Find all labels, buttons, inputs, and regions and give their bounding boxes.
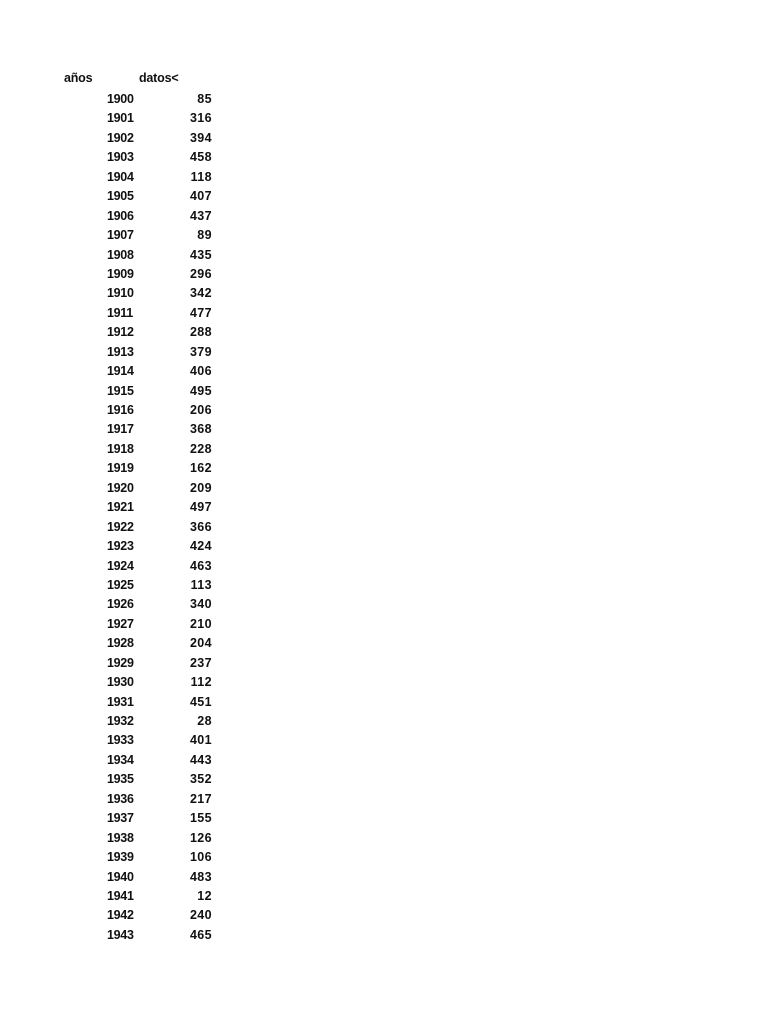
value-cell: 204 <box>189 636 212 651</box>
value-cell: 443 <box>189 752 212 767</box>
year-cell: 1917 <box>107 422 134 437</box>
table-row <box>0 401 768 420</box>
year-cell: 1935 <box>107 772 134 787</box>
value-cell: 288 <box>189 325 212 340</box>
value-cell: 401 <box>189 733 212 748</box>
value-cell: 435 <box>189 247 212 262</box>
year-cell: 1908 <box>107 247 134 262</box>
year-cell: 1931 <box>107 694 134 709</box>
value-cell: 483 <box>189 869 212 884</box>
year-cell: 1930 <box>107 675 134 690</box>
header-data: datos< <box>139 71 179 85</box>
value-cell: 497 <box>189 500 212 515</box>
table-row <box>0 868 768 887</box>
table-row <box>0 595 768 614</box>
year-cell: 1920 <box>107 480 134 495</box>
table-row <box>0 926 768 945</box>
value-cell: 28 <box>197 714 212 728</box>
year-cell: 1942 <box>107 908 134 923</box>
table-row <box>0 323 768 342</box>
year-cell: 1906 <box>107 208 134 223</box>
year-cell: 1907 <box>107 228 134 243</box>
year-cell: 1925 <box>107 577 134 592</box>
table-row <box>0 440 768 459</box>
table-row <box>0 226 768 245</box>
year-cell: 1902 <box>107 130 134 145</box>
value-cell: 112 <box>190 675 212 690</box>
value-cell: 155 <box>189 811 212 826</box>
table-row <box>0 790 768 809</box>
table-row <box>0 809 768 828</box>
value-cell: 379 <box>189 344 212 359</box>
table-row <box>0 459 768 478</box>
year-cell: 1927 <box>107 616 134 631</box>
table-row <box>0 770 768 789</box>
year-cell: 1939 <box>107 850 134 865</box>
year-cell: 1916 <box>107 403 134 417</box>
year-cell: 1941 <box>107 888 134 903</box>
year-cell: 1912 <box>107 325 134 340</box>
value-cell: 237 <box>189 655 212 670</box>
value-cell: 209 <box>189 480 212 495</box>
value-cell: 368 <box>189 422 212 437</box>
value-cell: 340 <box>189 597 212 612</box>
year-cell: 1943 <box>107 927 134 942</box>
year-cell: 1922 <box>107 519 134 534</box>
table-row <box>0 848 768 867</box>
value-cell: 366 <box>189 519 212 534</box>
table-row <box>0 265 768 284</box>
table-row <box>0 751 768 770</box>
table-row <box>0 673 768 692</box>
value-cell: 352 <box>189 772 212 787</box>
year-cell: 1911 <box>107 305 133 320</box>
table-row <box>0 168 768 187</box>
table-row <box>0 576 768 595</box>
table-row <box>0 479 768 498</box>
header-years: años <box>64 71 93 85</box>
value-cell: 210 <box>189 616 212 631</box>
year-cell: 1913 <box>107 344 134 359</box>
table-body <box>0 90 768 945</box>
year-cell: 1910 <box>107 286 134 301</box>
table-row <box>0 498 768 517</box>
table-row <box>0 304 768 323</box>
value-cell: 477 <box>189 305 212 320</box>
value-cell: 106 <box>189 850 212 865</box>
value-cell: 495 <box>189 383 212 398</box>
value-cell: 424 <box>189 539 212 554</box>
year-cell: 1901 <box>107 111 134 126</box>
year-cell: 1936 <box>107 791 134 806</box>
year-cell: 1904 <box>107 169 134 184</box>
value-cell: 126 <box>189 830 212 845</box>
value-cell: 463 <box>189 558 212 573</box>
year-cell: 1921 <box>107 500 134 515</box>
year-cell: 1926 <box>107 597 134 612</box>
table-row <box>0 731 768 750</box>
year-cell: 1934 <box>107 752 134 767</box>
year-cell: 1915 <box>107 383 134 398</box>
value-cell: 465 <box>189 927 212 942</box>
table-row <box>0 284 768 303</box>
year-cell: 1924 <box>107 558 134 573</box>
value-cell: 85 <box>197 92 212 106</box>
value-cell: 228 <box>189 441 212 456</box>
year-cell: 1928 <box>107 636 134 651</box>
table-row <box>0 246 768 265</box>
value-cell: 437 <box>189 208 212 223</box>
table-row <box>0 148 768 167</box>
table-row <box>0 557 768 576</box>
value-cell: 118 <box>190 169 212 184</box>
table-row <box>0 887 768 906</box>
table-row <box>0 109 768 128</box>
table-row <box>0 382 768 401</box>
table-row <box>0 712 768 731</box>
table-header <box>0 71 768 87</box>
value-cell: 342 <box>189 286 212 301</box>
year-cell: 1900 <box>107 92 134 106</box>
table-row <box>0 129 768 148</box>
value-cell: 162 <box>189 461 212 476</box>
table-row <box>0 207 768 226</box>
year-cell: 1932 <box>107 714 134 728</box>
value-cell: 458 <box>189 150 212 165</box>
table-row <box>0 693 768 712</box>
value-cell: 240 <box>189 908 212 923</box>
year-cell: 1905 <box>107 189 134 204</box>
year-cell: 1903 <box>107 150 134 165</box>
table-row <box>0 829 768 848</box>
value-cell: 406 <box>189 364 212 379</box>
year-cell: 1929 <box>107 655 134 670</box>
year-cell: 1940 <box>107 869 134 884</box>
table-row <box>0 537 768 556</box>
table-row <box>0 615 768 634</box>
year-cell: 1914 <box>107 364 134 379</box>
value-cell: 12 <box>197 888 212 903</box>
value-cell: 217 <box>189 791 212 806</box>
table-row <box>0 343 768 362</box>
table-row <box>0 90 768 109</box>
table-row <box>0 518 768 537</box>
table-row <box>0 187 768 206</box>
table-row <box>0 420 768 439</box>
table-row <box>0 654 768 673</box>
value-cell: 451 <box>189 694 212 709</box>
year-cell: 1937 <box>107 811 134 826</box>
year-cell: 1909 <box>107 266 134 281</box>
value-cell: 296 <box>189 266 212 281</box>
value-cell: 89 <box>197 228 212 243</box>
year-cell: 1918 <box>107 441 134 456</box>
value-cell: 407 <box>189 189 212 204</box>
year-cell: 1919 <box>107 461 134 476</box>
year-cell: 1923 <box>107 539 134 554</box>
table-row <box>0 634 768 653</box>
year-cell: 1933 <box>107 733 134 748</box>
year-cell: 1938 <box>107 830 134 845</box>
value-cell: 394 <box>189 130 212 145</box>
table-row <box>0 362 768 381</box>
value-cell: 316 <box>189 111 212 126</box>
value-cell: 206 <box>189 403 212 417</box>
value-cell: 113 <box>190 577 212 592</box>
table-row <box>0 906 768 925</box>
